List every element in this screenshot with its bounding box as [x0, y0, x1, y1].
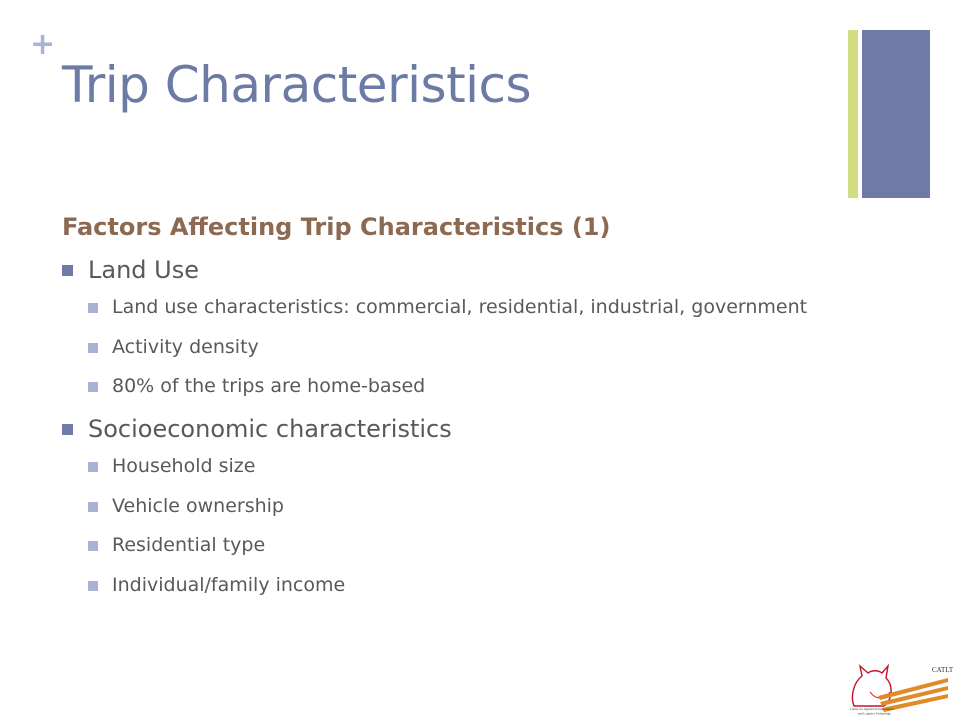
sub-bullet-text: Household size: [112, 455, 256, 478]
bullet-socioeconomic: [62, 414, 862, 444]
cat-outline-icon: [852, 666, 891, 706]
square-bullet-icon: [88, 462, 98, 472]
logo-wordmark: CATLT: [932, 666, 954, 674]
slide-content: [62, 212, 862, 613]
sub-bullet-text: Individual/family income: [112, 574, 346, 597]
sub-bullet-text: Residential type: [112, 534, 266, 557]
sub-bullet-text: Land use characteristics: commercial, residential, industrial, government: [112, 296, 808, 319]
sub-bullet: [62, 295, 872, 321]
square-bullet-icon: [88, 541, 98, 551]
accent-bar-blue: [862, 30, 930, 198]
square-bullet-icon: [62, 265, 73, 276]
sub-bullet: [62, 374, 872, 400]
square-bullet-icon: [88, 581, 98, 591]
sub-bullet: [62, 494, 872, 520]
slide-subtitle: Factors Affecting Trip Characteristics (1): [62, 213, 611, 241]
sub-bullet: [62, 533, 872, 559]
bullet-label: Land Use: [88, 256, 199, 285]
sub-bullet: [62, 335, 872, 361]
square-bullet-icon: [62, 424, 73, 435]
sub-bullet: [62, 454, 872, 480]
square-bullet-icon: [88, 343, 98, 353]
bullet-label: Socioeconomic characteristics: [88, 415, 452, 444]
square-bullet-icon: [88, 502, 98, 512]
sub-bullet-text: Activity density: [112, 335, 259, 358]
plus-mark: +: [30, 27, 56, 62]
slide-title: Trip Characteristics: [62, 56, 532, 114]
square-bullet-icon: [88, 303, 98, 313]
logo-caption-line1: Center for Applied Transportation: [850, 707, 894, 711]
logo-caption-line2: and Logistics Technology: [858, 711, 891, 716]
sub-bullet-text: Vehicle ownership: [112, 494, 284, 517]
bullet-land-use: [62, 255, 862, 285]
accent-bar-green: [848, 30, 858, 198]
catlt-logo: [848, 656, 954, 716]
sub-bullet-text: 80% of the trips are home-based: [112, 375, 426, 398]
sub-bullet: [62, 573, 872, 599]
square-bullet-icon: [88, 382, 98, 392]
